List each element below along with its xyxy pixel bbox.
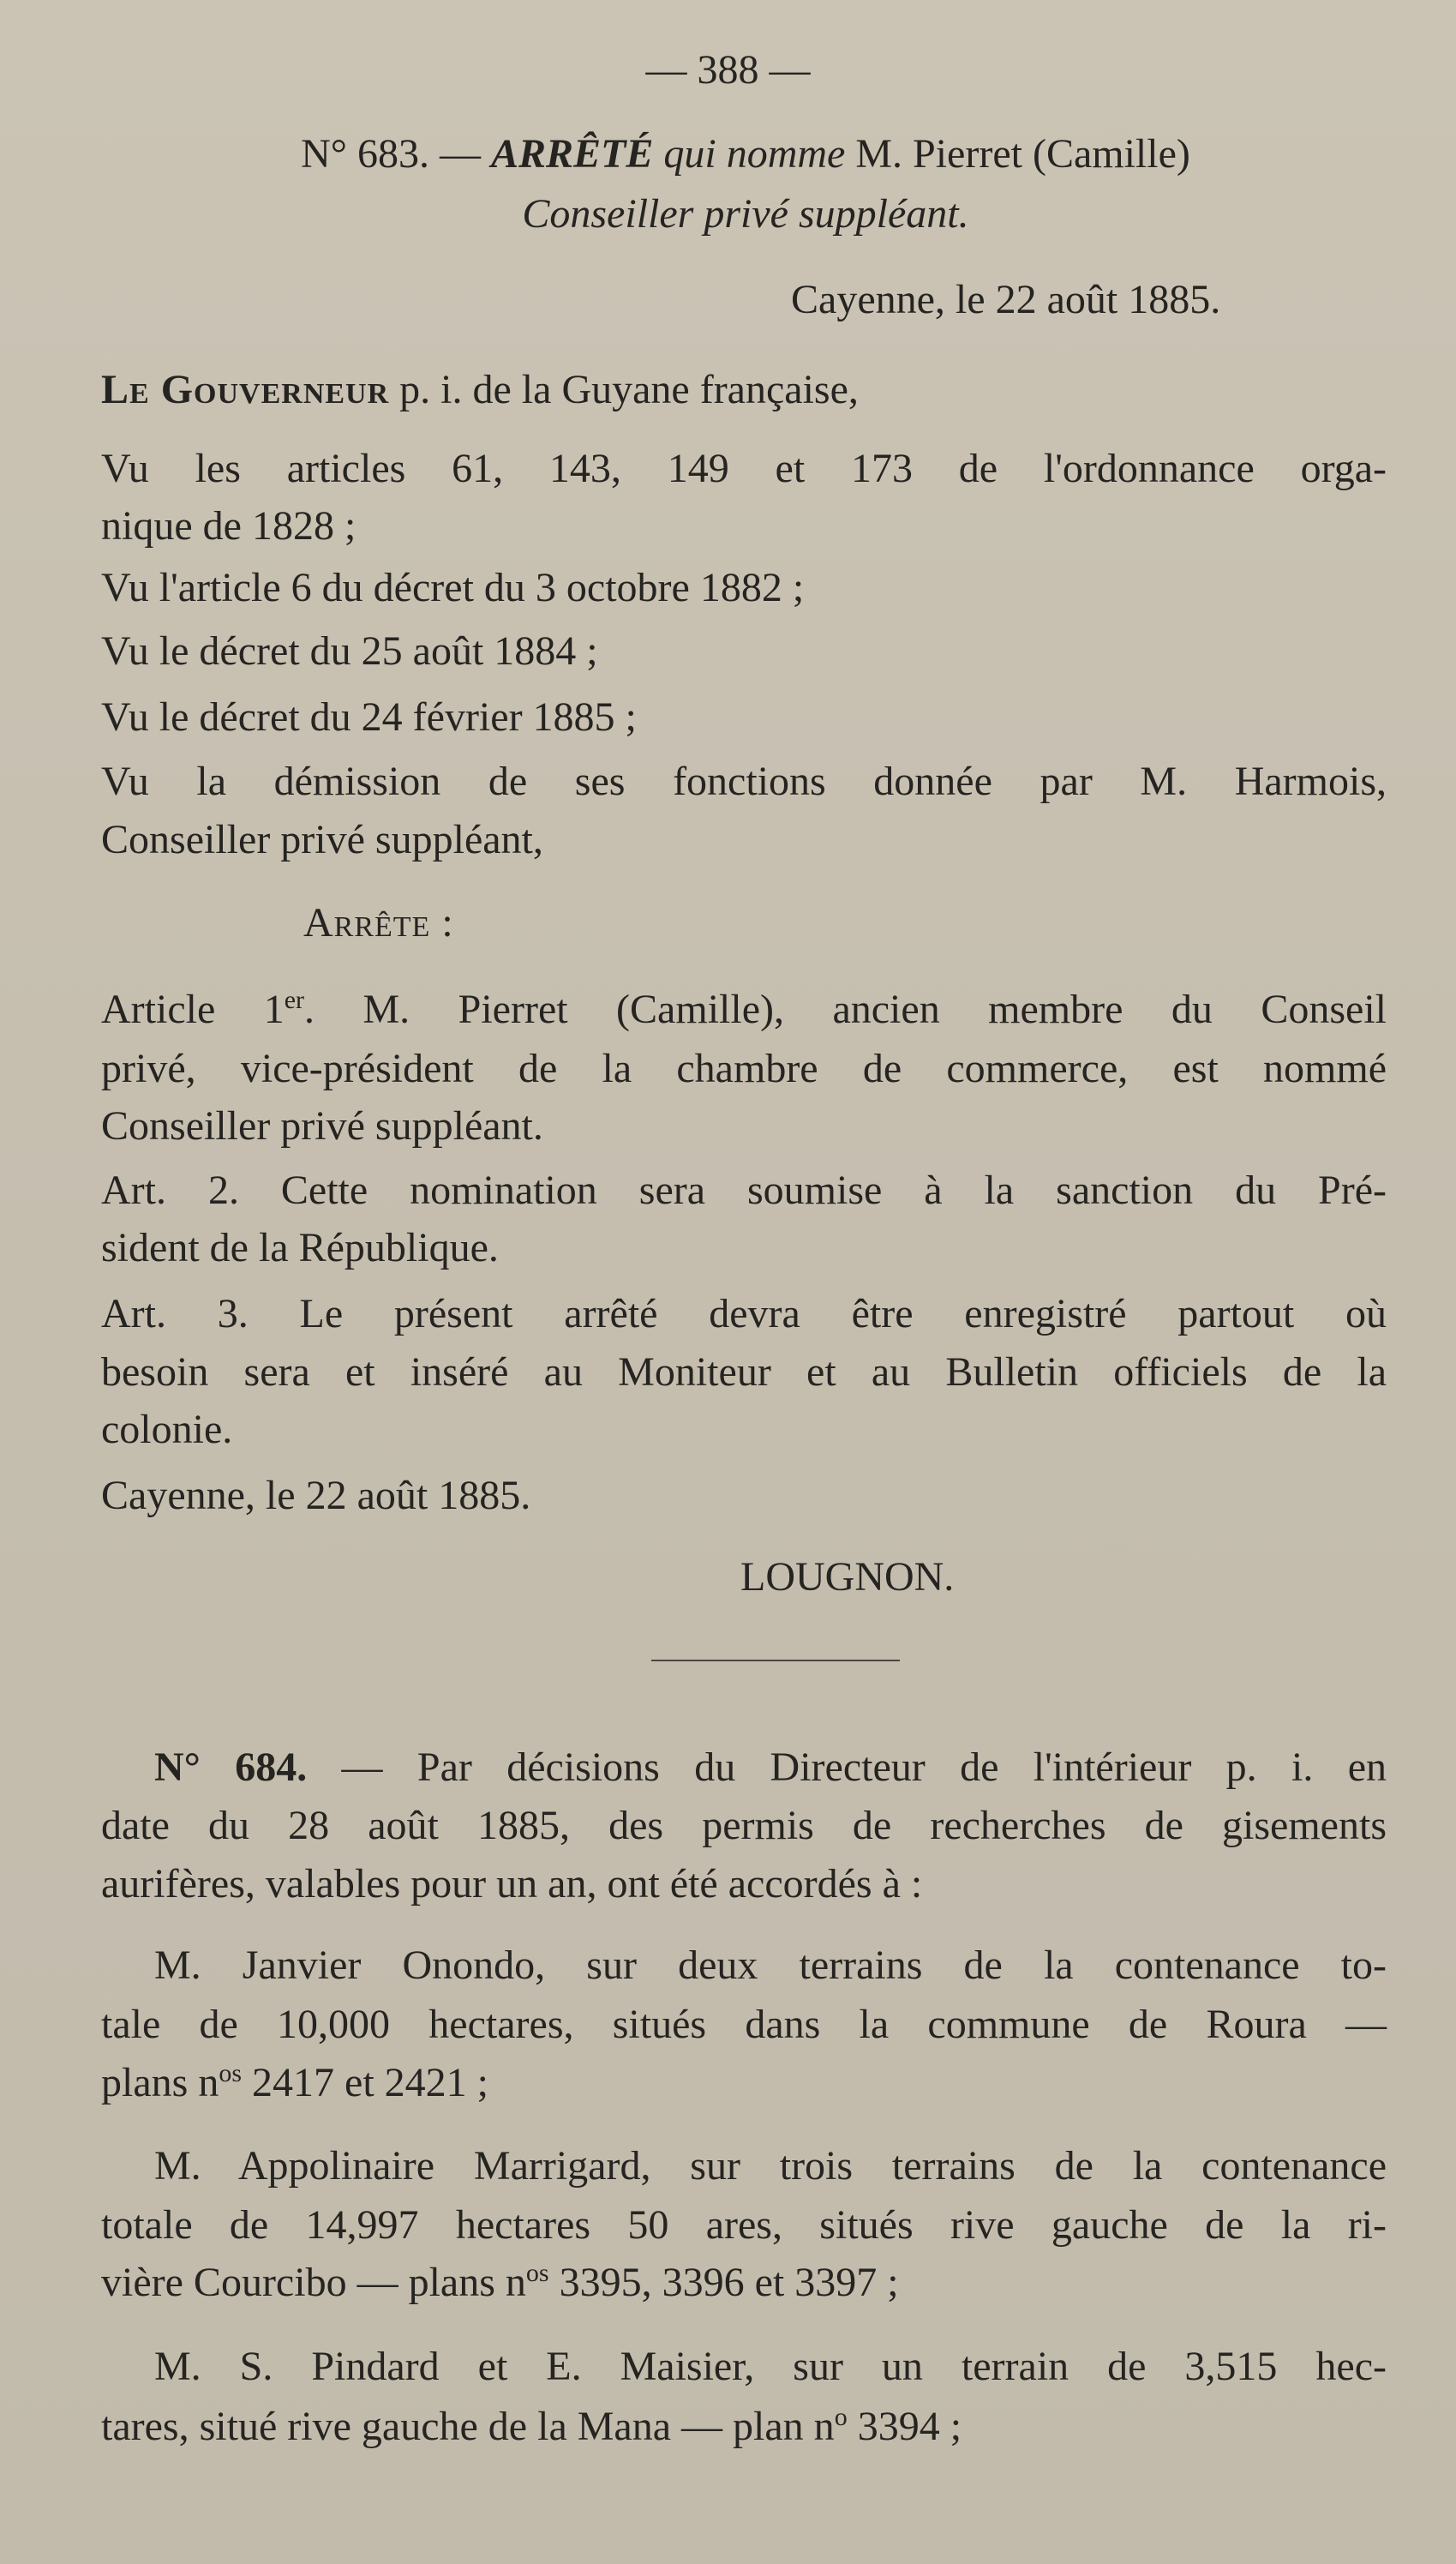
- decision-684-number: N° 684.: [154, 1744, 308, 1790]
- decree-683-governor: [101, 364, 1387, 416]
- decree-683-title-mid: qui nomme: [663, 131, 846, 177]
- article-2-line2: sident de la République.: [101, 1225, 499, 1270]
- decree-683-title-line1: [0, 129, 1456, 180]
- closing-date: Cayenne, le 22 août 1885.: [101, 1473, 531, 1518]
- entry-onondo-plans-pre: plans n: [101, 2060, 219, 2105]
- article-1-rest: . M. Pierret (Camille), ancien membre du Conseil: [304, 987, 1387, 1032]
- decree-683-title-line2: Conseiller privé suppléant.: [522, 191, 969, 237]
- entry-marrigard-plans-sup: os: [525, 2259, 549, 2287]
- decree-683-dash: —: [439, 131, 481, 177]
- entry-onondo-plans-post: 2417 et 2421 ;: [242, 2060, 488, 2105]
- entry-marrigard-line3: [101, 2257, 1387, 2309]
- entry-marrigard-plans-post: 3395, 3396 et 3397 ;: [548, 2260, 899, 2305]
- article-1-line1: [101, 984, 1387, 1036]
- entry-marrigard-plans-pre: vière Courcibo — plans n: [101, 2260, 526, 2305]
- section-divider: [651, 1660, 900, 1661]
- decree-683-place-date: Cayenne, le 22 août 1885.: [791, 277, 1221, 322]
- vu-decret-1884: Vu le décret du 25 août 1884 ;: [101, 628, 598, 674]
- decision-684-line1: [154, 1742, 1387, 1793]
- decree-683-number: N° 683.: [301, 131, 429, 177]
- page-number: — 388 —: [645, 47, 811, 93]
- entry-marrigard-line1: M. Appolinaire Marrigard, sur trois terrains de la contenance: [154, 2143, 1387, 2189]
- entry-onondo-line2: tale de 10,000 hectares, situés dans la commune de Roura —: [101, 2002, 1387, 2047]
- decision-684-intro-rest: — Par décisions du Directeur de l'intérieur p. i. en: [341, 1744, 1387, 1790]
- decision-684-line2: date du 28 août 1885, des permis de recherches de gisements: [101, 1803, 1387, 1848]
- article-3-line3: colonie.: [101, 1407, 233, 1452]
- entry-pindard-line2: [101, 2401, 1387, 2453]
- decree-683-title-name: M. Pierret (Camille): [855, 131, 1190, 177]
- article-1-sup: er: [284, 986, 305, 1014]
- article-1-line2: privé, vice-président de la chambre de commerce, est nommé: [101, 1046, 1387, 1091]
- entry-pindard-plan-post: 3394 ;: [847, 2404, 962, 2449]
- article-1-line3: Conseiller privé suppléant.: [101, 1103, 543, 1149]
- entry-onondo-line1: M. Janvier Onondo, sur deux terrains de la contenance to-: [154, 1943, 1387, 1988]
- entry-onondo-line3: [101, 2057, 1387, 2109]
- governor-lead: Le Gouverneur: [101, 367, 390, 412]
- entry-pindard-plan-sup: o: [834, 2403, 848, 2431]
- vu-decret-1885: Vu le décret du 24 février 1885 ;: [101, 694, 637, 740]
- vu-articles-line1: Vu les articles 61, 143, 149 et 173 de l'ordonnance orga-: [101, 446, 1387, 491]
- signature: LOUGNON.: [740, 1554, 955, 1600]
- entry-pindard-plan-pre: tares, situé rive gauche de la Mana — plan n: [101, 2404, 835, 2449]
- arrete-heading: Arrête :: [303, 900, 454, 946]
- vu-demission-line1: Vu la démission de ses fonctions donnée par M. Harmois,: [101, 759, 1387, 804]
- entry-pindard-line1: M. S. Pindard et E. Maisier, sur un terrain de 3,515 hec-: [154, 2344, 1387, 2389]
- article-3-line1: Art. 3. Le présent arrêté devra être enregistré partout où: [101, 1291, 1387, 1336]
- article-3-line2: besoin sera et inséré au Moniteur et au Bulletin officiels de la: [101, 1349, 1387, 1395]
- entry-onondo-plans-sup: os: [219, 2059, 243, 2087]
- decision-684-line3: aurifères, valables pour un an, ont été accordés à :: [101, 1861, 923, 1906]
- decree-683-title-word: ARRÊTÉ: [490, 131, 654, 177]
- vu-articles-line2: nique de 1828 ;: [101, 503, 357, 549]
- governor-rest: p. i. de la Guyane française,: [399, 367, 859, 412]
- vu-decret-1882: Vu l'article 6 du décret du 3 octobre 1882 ;: [101, 565, 805, 610]
- article-1-lead: Article 1: [101, 987, 285, 1032]
- vu-demission-line2: Conseiller privé suppléant,: [101, 817, 543, 862]
- article-2-line1: Art. 2. Cette nomination sera soumise à la sanction du Pré-: [101, 1168, 1387, 1213]
- entry-marrigard-line2: totale de 14,997 hectares 50 ares, situés rive gauche de la ri-: [101, 2202, 1387, 2248]
